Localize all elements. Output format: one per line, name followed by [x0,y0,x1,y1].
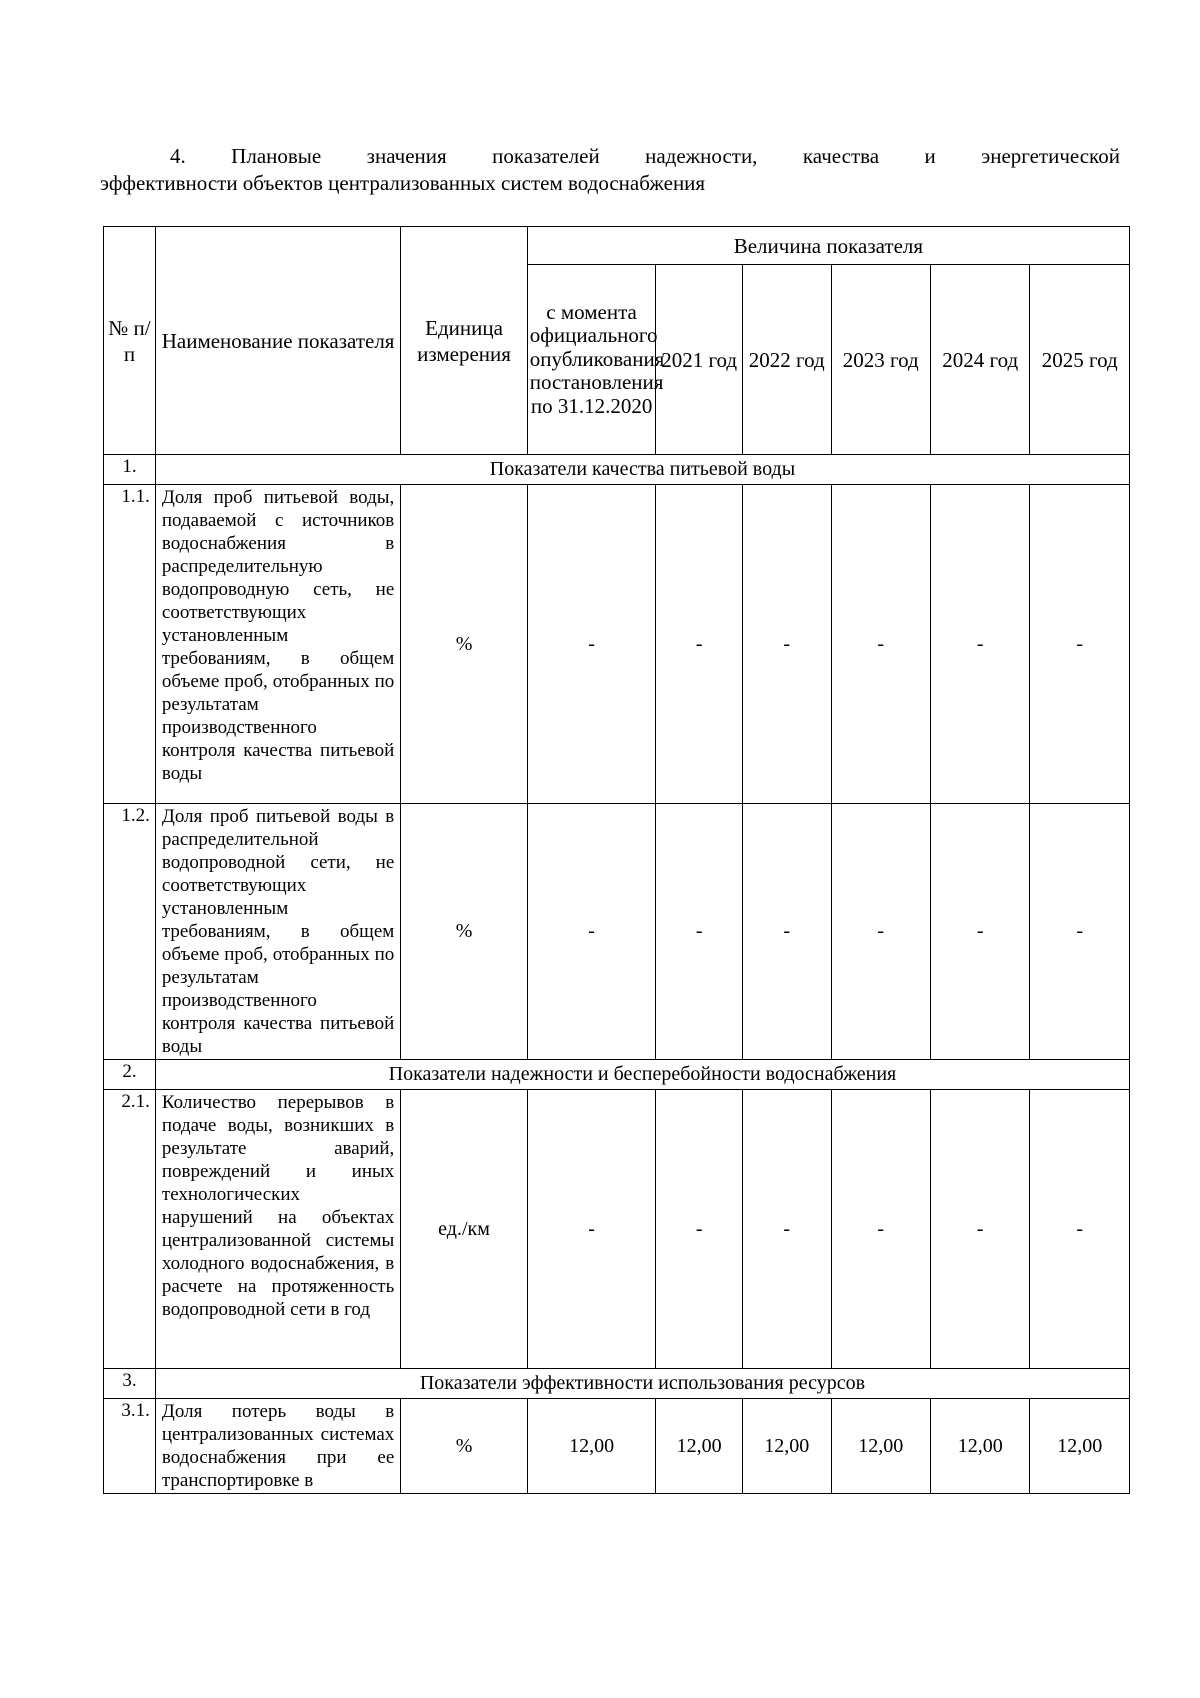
indicators-table [103,226,1130,1494]
row-num: 1.1. [104,485,156,804]
section-heading [100,143,1120,197]
row-value: - [1030,485,1130,804]
row-value: - [831,1090,930,1369]
row-value: - [742,1090,831,1369]
row-num: 3.1. [104,1399,156,1494]
row-value: - [656,804,742,1060]
heading-line-2: эффективности объектов централизованных систем водоснабжения [100,171,706,195]
header-period-2023: 2023 год [831,265,930,455]
section-row [104,455,1130,485]
heading-word: и [924,144,936,168]
section-num: 2. [104,1060,156,1090]
row-name: Доля проб питьевой воды, подаваемой с источников водоснабжения в распределительную водопроводную сеть, не соответствующих установленным требованиям, в общем объеме проб, отобранных по результатам производственного контроля качества питьевой воды [155,485,400,804]
header-value-group: Величина показателя [527,227,1129,265]
row-value: - [656,1090,742,1369]
row-value: - [1030,1090,1130,1369]
row-value: - [831,485,930,804]
section-row [104,1369,1130,1399]
heading-word: показателей [492,144,600,168]
header-row-1 [104,227,1130,265]
header-unit: Единица измерения [401,227,527,455]
section-title: Показатели эффективности использования ресурсов [155,1369,1129,1399]
heading-word: качества [802,144,880,168]
table-row [104,1399,1130,1494]
row-unit: % [401,485,527,804]
row-unit: ед./км [401,1090,527,1369]
section-row [104,1060,1130,1090]
row-value: 12,00 [656,1399,742,1494]
row-num: 2.1. [104,1090,156,1369]
row-name: Доля проб питьевой воды в распределительной водопроводной сети, не соответствующих установленным требованиям, в общем объеме проб, отобранных по результатам производственного контроля качества питьевой воды [155,804,400,1060]
section-num: 1. [104,455,156,485]
table-row [104,804,1130,1060]
heading-word: Плановые [231,144,322,168]
row-value: 12,00 [930,1399,1029,1494]
row-name: Количество перерывов в подаче воды, возникших в результате аварий, повреждений и иных технологических нарушений на объектах централизованной системы холодного водоснабжения, в расчете на протяженность водопроводной сети в год [155,1090,400,1369]
row-value: - [1030,804,1130,1060]
row-value: - [656,485,742,804]
row-value: - [527,1090,656,1369]
header-period-2025: 2025 год [1030,265,1130,455]
header-period-initial: с момента официального опубликования постановления по 31.12.2020 [527,265,656,455]
table-row [104,485,1130,804]
table-row [104,1090,1130,1369]
row-value: - [930,804,1029,1060]
row-value: - [930,1090,1029,1369]
heading-word: энергетической [981,144,1120,168]
header-period-2024: 2024 год [930,265,1029,455]
header-period-2021: 2021 год [656,265,742,455]
header-num: № п/п [104,227,156,455]
section-title: Показатели качества питьевой воды [155,455,1129,485]
heading-word: надежности, [645,144,758,168]
header-period-2022: 2022 год [742,265,831,455]
row-name: Доля потерь воды в централизованных системах водоснабжения при ее транспортировке в [155,1399,400,1494]
row-value: - [930,485,1029,804]
row-value: - [831,804,930,1060]
row-value: - [527,485,656,804]
row-value: 12,00 [527,1399,656,1494]
row-value: - [742,485,831,804]
row-value: 12,00 [831,1399,930,1494]
row-unit: % [401,804,527,1060]
row-value: 12,00 [1030,1399,1130,1494]
heading-word: значения [366,144,447,168]
section-num: 3. [104,1369,156,1399]
row-unit: % [401,1399,527,1494]
row-value: 12,00 [742,1399,831,1494]
section-title: Показатели надежности и бесперебойности водоснабжения [155,1060,1129,1090]
row-value: - [527,804,656,1060]
row-value: - [742,804,831,1060]
row-num: 1.2. [104,804,156,1060]
header-name: Наименование показателя [155,227,400,455]
heading-line-1 [100,143,1120,170]
heading-number: 4. [170,144,186,168]
